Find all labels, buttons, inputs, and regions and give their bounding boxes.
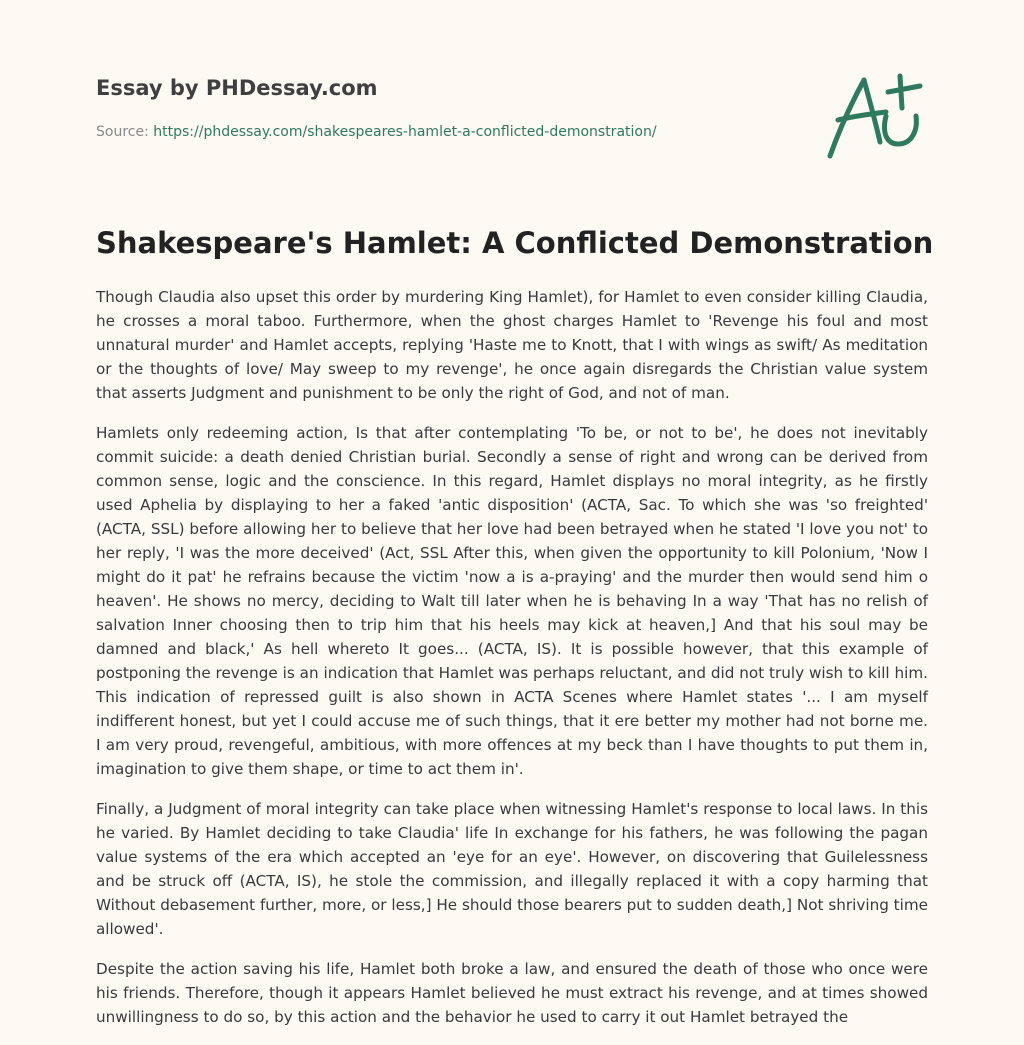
essay-body	[96, 285, 928, 1045]
a-plus-logo-icon	[824, 68, 928, 164]
essay-title: Shakespeare's Hamlet: A Conflicted Demonstration	[96, 226, 934, 260]
source-link[interactable]: https://phdessay.com/shakespeares-hamlet-a-conflicted-demonstration/	[153, 124, 657, 140]
source-line	[96, 124, 657, 140]
essay-paragraph: Finally, a Judgment of moral integrity can take place when witnessing Hamlet's response to local laws. In this he varied. By Hamlet deciding to take Claudia' life In exchange for his fathers, he was following the pagan value systems of the era which accepted an 'eye for an eye'. However, on discovering that Guilelessness and be struck off (ACTA, IS), he stole the commission, and illegally replaced it with a copy harming that Without debasement further, more, or less,] He should those bearers put to sudden death,] Not shriving time allowed'.	[96, 800, 928, 938]
source-label: Source:	[96, 124, 154, 140]
essay-paragraph: Though Claudia also upset this order by murdering King Hamlet), for Hamlet to even consider killing Claudia, he crosses a moral taboo. Furthermore, when the ghost charges Hamlet to 'Revenge his foul and most unnatural murder' and Hamlet accepts, replying 'Haste me to Knott, that I with wings as swift/ As meditation or the thoughts of love/ May sweep to my revenge', he once again disregards the Christian value system that asserts Judgment and punishment to be only the right of God, and not of man.	[96, 288, 928, 402]
site-brand: Essay by PHDessay.com	[96, 76, 378, 100]
essay-paragraph: Despite the action saving his life, Hamlet both broke a law, and ensured the death of those who once were his friends. Therefore, though it appears Hamlet believed he must extract his revenge, and at times showed unwillingness to do so, by this action and the behavior he used to carry it out Hamlet betrayed the	[96, 960, 928, 1026]
essay-paragraph: Hamlets only redeeming action, Is that after contemplating 'To be, or not to be', he does not inevitably commit suicide: a death denied Christian burial. Secondly a sense of right and wrong can be derived from common sense, logic and the conscience. In this regard, Hamlet displays no moral integrity, as he firstly used Aphelia by displaying to her a faked 'antic disposition' (ACTA, Sac. To which she was 'so freighted' (ACTA, SSL) before allowing her to believe that her love had been betrayed when he stated 'I love you not' to her reply, 'I was the more deceived' (Act, SSL After this, when given the opportunity to kill Polonium, 'Now I might do it pat' he refrains because the victim 'now a is a-praying' and the murder then would send him o heaven'. He shows no mercy, deciding to Walt till later when he is behaving In a way 'That has no relish of salvation Inner choosing then to trip him that his heels may kick at heaven,] And that his soul may be damned and black,' As hell whereto It goes... (ACTA, IS). It is possible however, that this example of postponing the revenge is an indication that Hamlet was perhaps reluctant, and did not truly wish to kill him. This indication of repressed guilt is also shown in ACTA Scenes where Hamlet states '... I am myself indifferent honest, but yet I could accuse me of such things, that it ere better my mother had not borne me. I am very proud, revengeful, ambitious, with more offences at my beck than I have thoughts to put them in, imagination to give them shape, or time to act them in'.	[96, 424, 928, 778]
